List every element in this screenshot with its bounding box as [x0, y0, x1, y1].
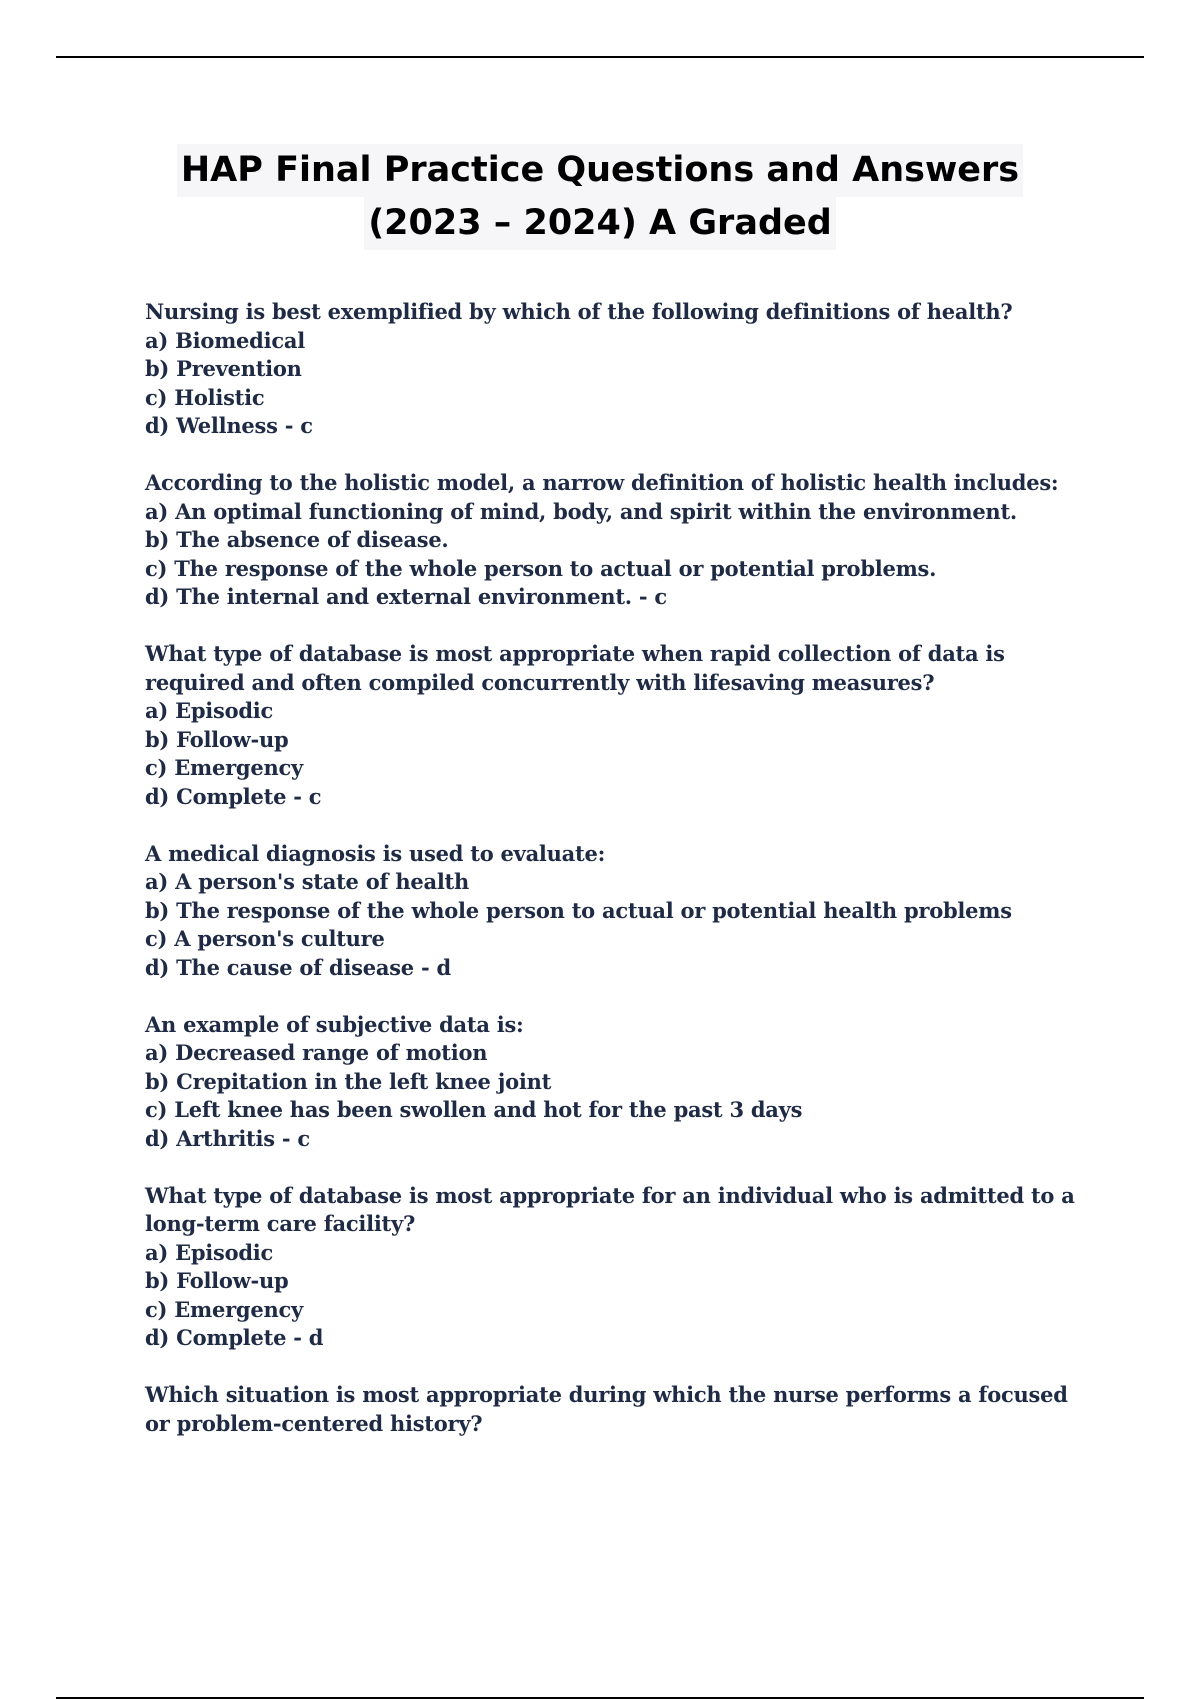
- question-text: A medical diagnosis is used to evaluate:: [145, 840, 606, 866]
- option-d: d) Wellness - c: [145, 413, 313, 438]
- option-b: b) The absence of disease.: [145, 527, 449, 552]
- question-3: [145, 640, 1085, 811]
- question-7: [145, 1381, 1085, 1438]
- option-d: d) The cause of disease - d: [145, 954, 451, 980]
- question-text: What type of database is most appropriate when rapid collection of data is required and often compiled concurrently with lifesaving measures?: [145, 641, 1005, 695]
- option-d: d) Arthritis - c: [145, 1125, 310, 1151]
- question-5: [145, 1011, 1085, 1154]
- question-text: Which situation is most appropriate during which the nurse performs a focused or problem-centered history?: [145, 1382, 1068, 1436]
- title-line-1: HAP Final Practice Questions and Answers: [177, 144, 1023, 197]
- question-4: [145, 840, 1085, 983]
- footer-rule: [56, 1697, 1144, 1699]
- option-d: d) Complete - c: [145, 783, 322, 809]
- option-d: d) Complete - d: [145, 1325, 324, 1350]
- header-rule: [56, 56, 1144, 58]
- option-c: c) Emergency: [145, 755, 303, 780]
- option-c: c) The response of the whole person to actual or potential problems.: [145, 555, 937, 581]
- option-b: b) Crepitation in the left knee joint: [145, 1068, 552, 1094]
- option-d: d) The internal and external environment. - c: [145, 584, 667, 609]
- option-a: a) Episodic: [145, 698, 274, 723]
- option-a: a) Biomedical: [145, 327, 305, 353]
- option-b: b) Follow-up: [145, 1268, 289, 1293]
- document-title: [0, 144, 1200, 250]
- option-c: c) Emergency: [145, 1296, 303, 1322]
- option-c: c) A person's culture: [145, 926, 385, 951]
- question-6: [145, 1182, 1085, 1353]
- option-c: c) Left knee has been swollen and hot for the past 3 days: [145, 1097, 803, 1122]
- option-b: b) Follow-up: [145, 726, 289, 752]
- question-list: [145, 298, 1085, 1467]
- title-line-2: (2023 – 2024) A Graded: [364, 197, 836, 250]
- option-b: b) Prevention: [145, 356, 302, 381]
- option-a: a) Decreased range of motion: [145, 1040, 488, 1065]
- question-text: An example of subjective data is:: [145, 1011, 524, 1037]
- option-a: a) An optimal functioning of mind, body, and spirit within the environment.: [145, 498, 1017, 524]
- question-text: What type of database is most appropriate for an individual who is admitted to a long-term care facility?: [145, 1182, 1075, 1236]
- question-text: According to the holistic model, a narrow definition of holistic health includes:: [145, 470, 1059, 495]
- option-c: c) Holistic: [145, 384, 265, 410]
- option-a: a) A person's state of health: [145, 869, 470, 894]
- question-2: [145, 469, 1085, 612]
- option-a: a) Episodic: [145, 1239, 274, 1265]
- option-b: b) The response of the whole person to actual or potential health problems: [145, 897, 1012, 923]
- question-1: [145, 298, 1085, 441]
- question-text: Nursing is best exemplified by which of the following definitions of health?: [145, 299, 1013, 324]
